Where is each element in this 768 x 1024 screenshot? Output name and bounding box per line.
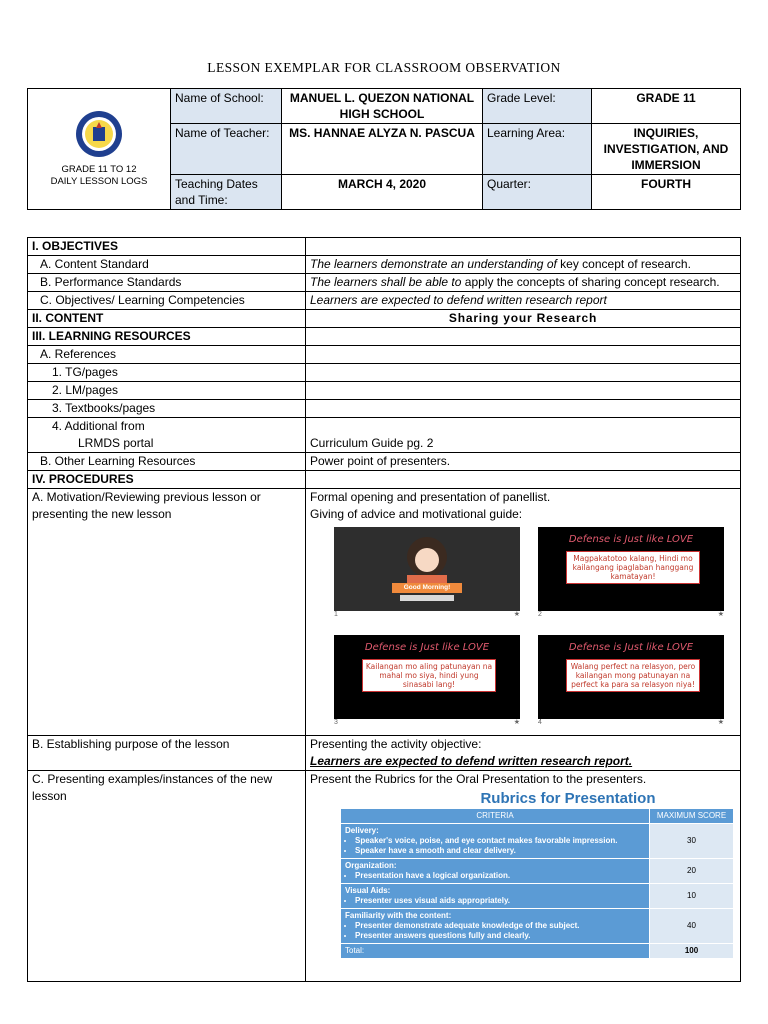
slide-thumbnail: [334, 527, 520, 618]
lesson-table: [27, 237, 741, 982]
girl-illustration-icon: [334, 527, 520, 611]
table-row: [28, 400, 741, 418]
rubric-criterion-name: Familiarity with the content:: [345, 911, 452, 920]
purpose-cell: [306, 736, 741, 771]
table-row: [28, 274, 741, 292]
rubric-score: 20: [650, 859, 734, 884]
slide-number: 3: [334, 719, 338, 726]
table-row: [28, 346, 741, 364]
logo-cell: [28, 89, 171, 210]
quarter-label: Quarter:: [483, 175, 592, 210]
star-icon: ★: [717, 611, 724, 618]
star-icon: ★: [717, 719, 724, 726]
other-resources-label: B. Other Learning Resources: [28, 453, 306, 471]
logo-caption-line2: DAILY LESSON LOGS: [50, 176, 148, 187]
textbooks-label: 3. Textbooks/pages: [28, 400, 306, 418]
references-label: A. References: [28, 346, 306, 364]
procedures-heading: IV. PROCEDURES: [28, 471, 306, 489]
rubric-criterion-name: Delivery:: [345, 826, 379, 835]
table-row: [28, 453, 741, 471]
rubric-criterion-name: Organization:: [345, 861, 397, 870]
table-row: [28, 771, 741, 982]
area-label: Learning Area:: [483, 124, 592, 175]
teacher-value: MS. HANNAE ALYZA N. PASCUA: [282, 124, 483, 175]
rubric-row: Familiarity with the content: • Presenter demonstrate adequate knowledge of the subject. • Presenter answers questions fully and clearly. 40: [341, 909, 734, 944]
rubric-total-value: 100: [650, 944, 734, 959]
rubric-criterion-name: Visual Aids:: [345, 886, 391, 895]
quarter-value: FOURTH: [592, 175, 741, 210]
table-row: [28, 256, 741, 274]
table-row: [28, 736, 741, 771]
objectives-value: Learners are expected to defend written research report: [306, 292, 741, 310]
dates-label: Teaching Dates and Time:: [171, 175, 282, 210]
star-icon: ★: [513, 719, 520, 726]
slide-title: Defense is Just like LOVE: [364, 642, 490, 653]
table-row: [28, 292, 741, 310]
teacher-label: Name of Teacher:: [171, 124, 282, 175]
purpose-line2: Learners are expected to defend written research report.: [310, 754, 633, 768]
performance-standards-value: The learners shall be able to apply the concepts of sharing concept research.: [306, 274, 741, 292]
table-row: [28, 418, 741, 453]
slide-title: Defense is Just like LOVE: [568, 642, 694, 653]
examples-cell: [306, 771, 741, 982]
examples-label: C. Presenting examples/instances of the new lesson: [28, 771, 306, 982]
grade-value: GRADE 11: [592, 89, 741, 124]
performance-standards-label: B. Performance Standards: [28, 274, 306, 292]
slide-thumbnail: [538, 527, 724, 618]
motivation-label: A. Motivation/Reviewing previous lesson or presenting the new lesson: [28, 489, 306, 736]
logo-caption-line1: GRADE 11 TO 12: [61, 164, 137, 175]
lm-pages-label: 2. LM/pages: [28, 382, 306, 400]
table-row: [28, 328, 741, 346]
slide-text: Magpakatotoo kalang, Hindi mo kailangang ipaglaban hanggang kamatayan!: [566, 551, 700, 584]
content-standard-value: The learners demonstrate an understanding of key concept of research.: [306, 256, 741, 274]
rubric-table: [340, 808, 734, 959]
dates-value: MARCH 4, 2020: [282, 175, 483, 210]
slide-thumbnail: [538, 635, 724, 726]
other-resources-value: Power point of presenters.: [306, 453, 741, 471]
grade-label: Grade Level:: [483, 89, 592, 124]
star-icon: ★: [513, 611, 520, 618]
slide-number: 4: [538, 719, 542, 726]
slide-number: 1: [334, 611, 338, 618]
objectives-heading: I. OBJECTIVES: [28, 238, 306, 256]
content-value: Sharing your Research: [306, 310, 741, 328]
slide-thumbnails: [334, 527, 734, 735]
additional-label: 4. Additional from LRMDS portal: [28, 418, 306, 453]
document-title: LESSON EXEMPLAR FOR CLASSROOM OBSERVATION: [207, 60, 561, 75]
rubric-figure: [340, 790, 736, 959]
slide-text: Kailangan mo aling patunayan na mahal mo siya, hindi yung sinasabi lang!: [362, 659, 496, 692]
table-row: [28, 489, 741, 736]
table-row: [28, 471, 741, 489]
slide-number: 2: [538, 611, 542, 618]
examples-line1: Present the Rubrics for the Oral Presentation to the presenters.: [310, 772, 647, 786]
motivation-line1: Formal opening and presentation of panellist.: [310, 490, 551, 504]
header-table: [27, 88, 741, 210]
area-value: INQUIRIES, INVESTIGATION, AND IMMERSION: [592, 124, 741, 175]
rubric-criteria-header: CRITERIA: [341, 809, 650, 824]
rubric-score: 30: [650, 824, 734, 859]
school-value: MANUEL L. QUEZON NATIONAL HIGH SCHOOL: [282, 89, 483, 124]
table-row: [28, 364, 741, 382]
objectives-label: C. Objectives/ Learning Competencies: [28, 292, 306, 310]
rubric-score: 10: [650, 884, 734, 909]
content-standard-label: A. Content Standard: [28, 256, 306, 274]
tg-pages-label: 1. TG/pages: [28, 364, 306, 382]
slide-text: Good Morning!: [403, 584, 451, 591]
rubric-row: Delivery: • Speaker's voice, poise, and eye contact makes favorable impression. • Speaker have a smooth and clear delivery. 30: [341, 824, 734, 859]
content-heading: II. CONTENT: [28, 310, 306, 328]
slide-title: Defense is Just like LOVE: [568, 534, 694, 545]
rubric-title: Rubrics for Presentation: [480, 790, 656, 807]
school-label: Name of School:: [171, 89, 282, 124]
rubric-total-label: Total:: [341, 944, 650, 959]
rubric-row: Visual Aids: • Presenter uses visual aids appropriately. 10: [341, 884, 734, 909]
learning-resources-heading: III. LEARNING RESOURCES: [28, 328, 306, 346]
purpose-line1: Presenting the activity objective:: [310, 737, 482, 751]
table-row: [28, 382, 741, 400]
slide-thumbnail: [334, 635, 520, 726]
additional-value: Curriculum Guide pg. 2: [306, 418, 741, 453]
motivation-line2: Giving of advice and motivational guide:: [310, 507, 523, 521]
slide-text: Walang perfect na relasyon, pero kailangan mong patunayan na perfect ka para sa relasyon niya!: [566, 659, 700, 692]
purpose-label: B. Establishing purpose of the lesson: [28, 736, 306, 771]
table-row: [28, 238, 741, 256]
rubric-score: 40: [650, 909, 734, 944]
motivation-cell: [306, 489, 741, 736]
rubric-row: Organization: • Presentation have a logical organization. 20: [341, 859, 734, 884]
deped-seal-icon: [75, 110, 123, 158]
table-row: [28, 310, 741, 328]
rubric-total-row: [341, 944, 734, 959]
rubric-score-header: MAXIMUM SCORE: [650, 809, 734, 824]
